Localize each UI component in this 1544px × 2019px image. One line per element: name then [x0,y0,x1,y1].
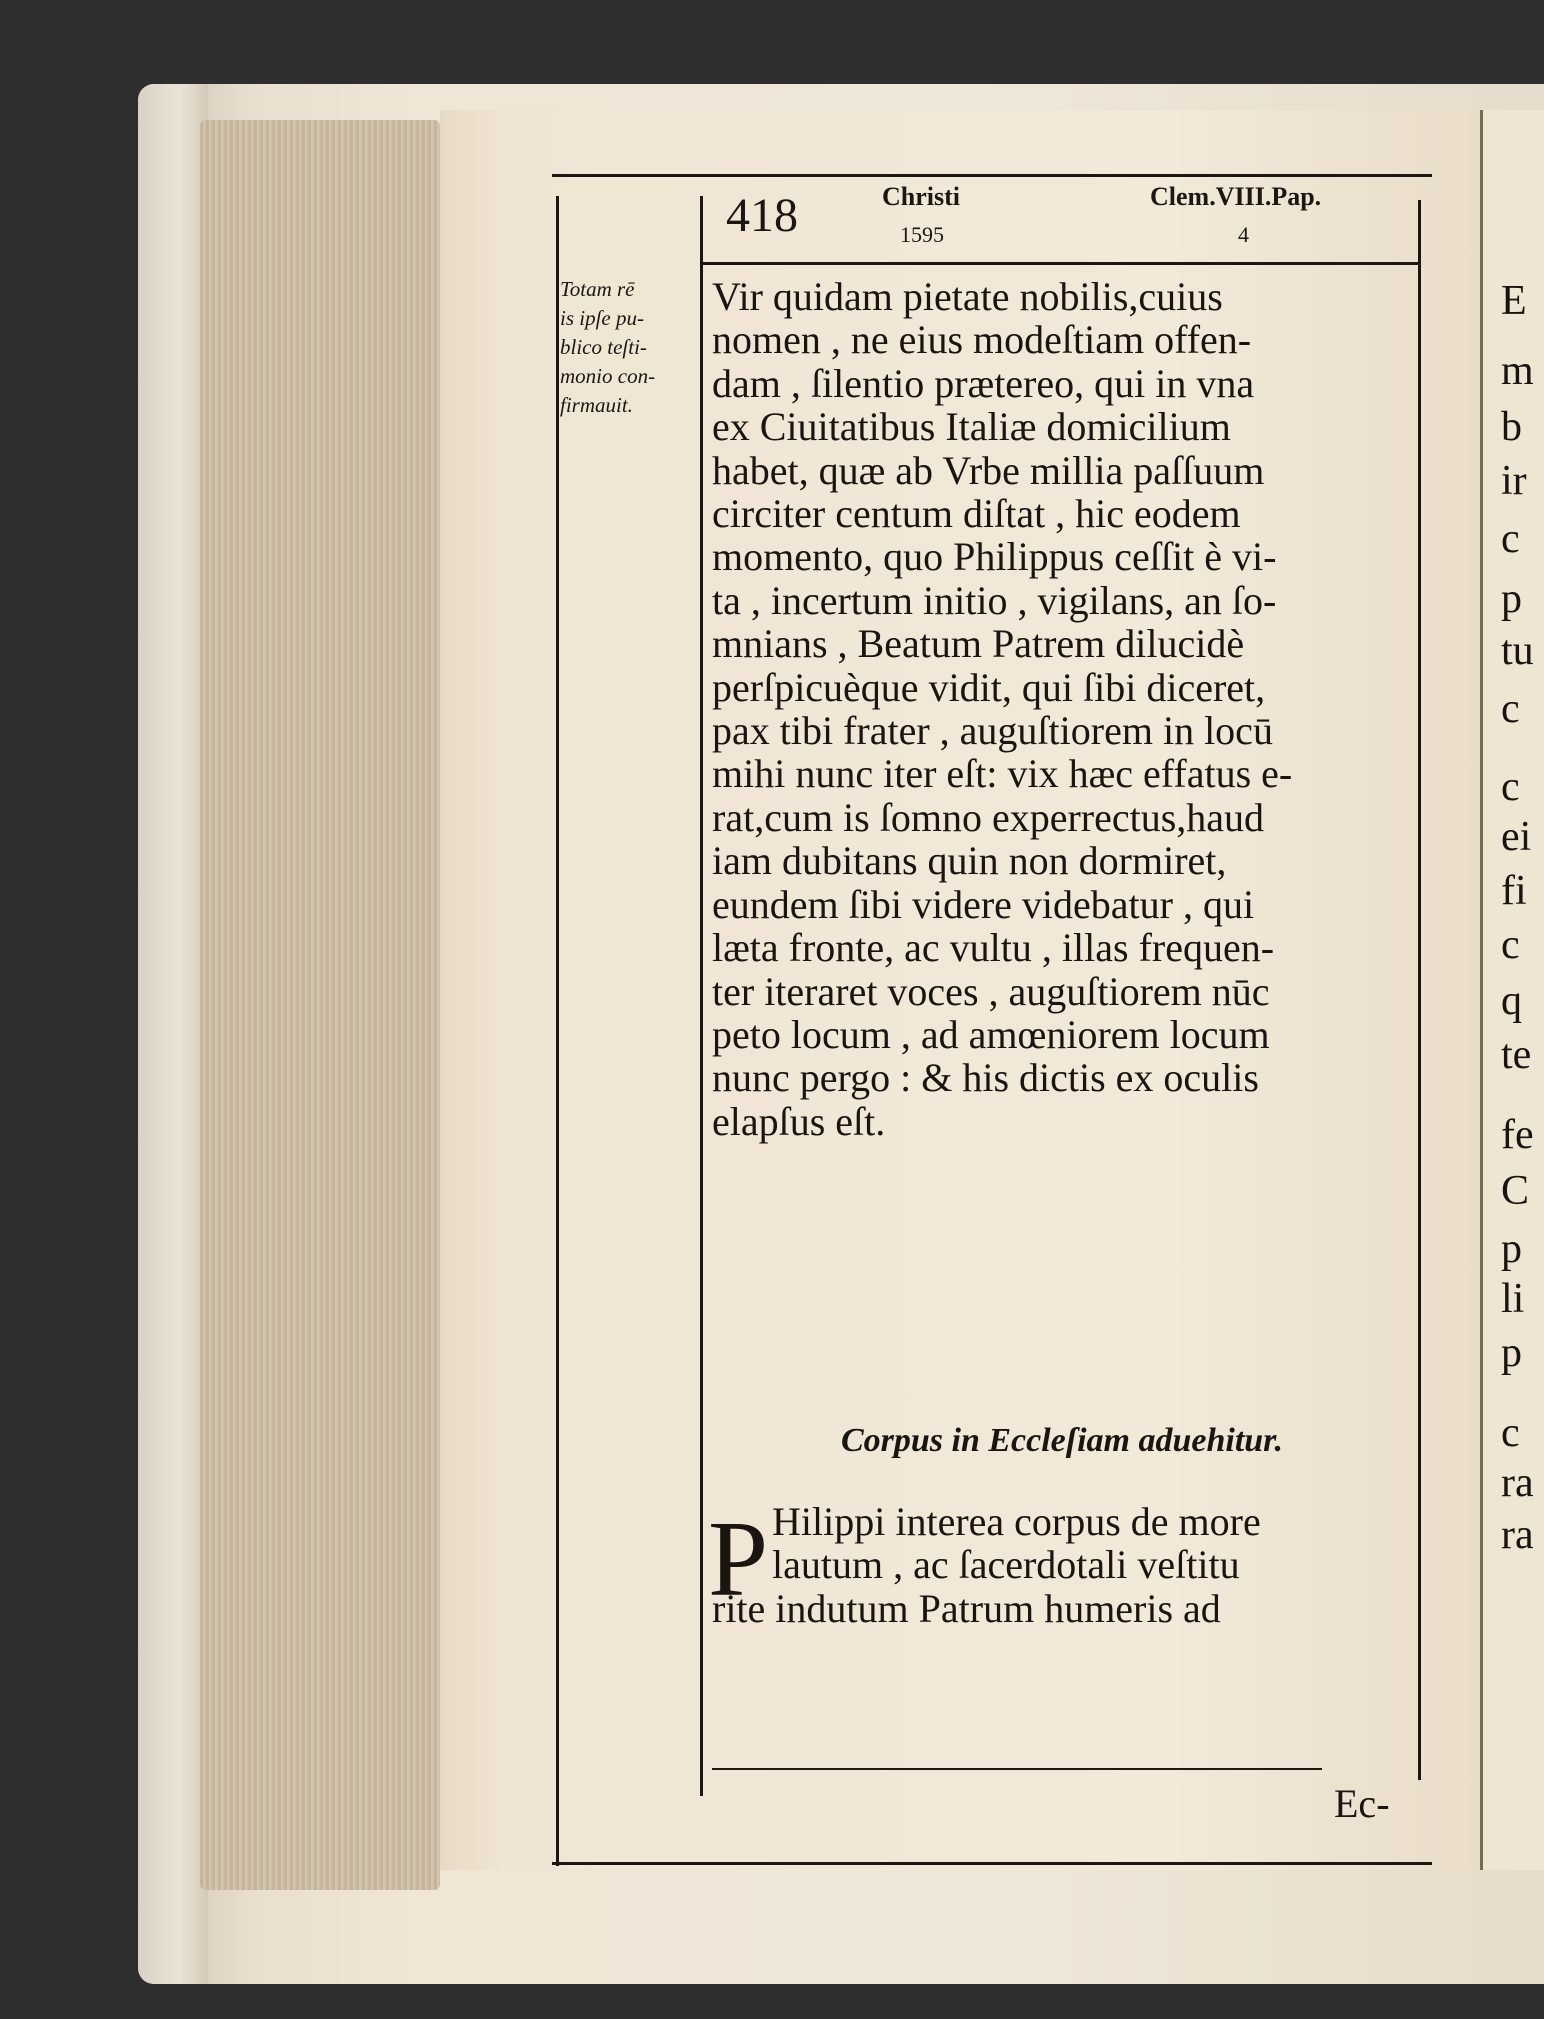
margin-line: Totam rē [560,277,635,301]
facing-page [1480,110,1544,1870]
bottom-rule [552,1862,1432,1865]
facing-page-letter: ra [1501,1512,1534,1558]
drop-cap-initial: P [708,1500,769,1619]
facing-page-letter: q [1501,978,1522,1024]
header-christi: Christi [882,182,960,211]
text-line: perſpicuèque vidit, qui ſibi diceret, [712,664,1266,710]
right-frame-rule [1418,200,1421,1780]
facing-page-letter: fe [1501,1112,1534,1158]
facing-page-letter: p [1501,1226,1522,1272]
header-underline [700,262,1420,265]
text-line: rat,cum is ſomno experrectus,haud [712,794,1265,840]
text-line: ta , incertum initio , vigilans, an ſo- [712,577,1277,623]
facing-page-letter: p [1501,576,1522,622]
facing-page-letter: c [1501,516,1520,562]
text-line: nomen , ne eius modeſtiam offen- [712,317,1252,363]
top-rule [552,174,1432,177]
facing-page-letter: m [1501,348,1534,394]
text-line: elapſus eſt. [712,1098,886,1144]
facing-page-letter: te [1501,1032,1532,1078]
facing-page-letter: c [1501,686,1520,732]
header-pope: Clem.VIII.Pap. [1150,182,1322,211]
text-line: rite indutum Patrum humeris ad [712,1585,1221,1631]
text-line: pax tibi frater , auguſtiorem in locū [712,708,1273,754]
facing-page-letter: ra [1501,1460,1534,1506]
text-line: iam dubitans quin non dormiret, [712,838,1227,884]
text-line: mihi nunc iter eſt: vix hæc effatus e- [712,751,1293,797]
text-line: læta fronte, ac vultu , illas frequen- [712,925,1275,971]
facing-page-letter: c [1501,1410,1520,1456]
text-line: circiter centum diſtat , hic eodem [712,491,1241,537]
facing-page-letter: C [1501,1168,1530,1214]
catchword: Ec- [1334,1781,1390,1826]
facing-page-letter: c [1501,922,1520,968]
text-line: dam , ſilentio prætereo, qui in vna [712,360,1255,406]
text-line: nunc pergo : & his dictis ex oculis [712,1055,1259,1101]
facing-page-letter: b [1501,404,1522,450]
facing-page-letter: ir [1501,458,1527,504]
text-line: eundem ſibi videre videbatur , qui [712,881,1255,927]
facing-page-letter: ei [1501,814,1532,860]
margin-line: blico teſti- [560,335,647,359]
section-subheading: Corpus in Eccleſiam aduehitur. [840,1422,1284,1459]
second-paragraph [712,1500,1412,1630]
page-number: 418 [726,189,798,242]
margin-line: firmauit. [560,393,633,417]
column-rule [700,196,703,1796]
text-line: lautum , ac ſacerdotali veſtitu [772,1542,1240,1588]
facing-page-letter: c [1501,764,1520,810]
text-line: peto locum , ad amœniorem locum [712,1011,1270,1057]
facing-page-letter: fi [1501,868,1527,914]
text-line: Hilippi interea corpus de more [772,1499,1261,1544]
facing-page-letter: p [1501,1330,1522,1376]
margin-line: monio con- [560,364,656,388]
text-line: ter iteraret voces , auguſtiorem nūc [712,968,1270,1014]
main-paragraph [712,275,1412,1143]
text-line: habet, quæ ab Vrbe millia paſſuum [712,447,1265,493]
text-line: ex Ciuitatibus Italiæ domicilium [712,404,1231,450]
cover-edge [138,84,208,1984]
text-line: mnians , Beatum Patrem dilucidè [712,621,1245,667]
page-edges [200,120,440,1890]
margin-note [560,275,690,420]
catchword-rule [712,1768,1322,1770]
facing-page-letter: li [1501,1276,1525,1322]
margin-line: is ipſe pu- [560,306,644,330]
text-line: Vir quidam pietate nobilis,cuius [712,274,1223,319]
facing-page-letter: E [1501,278,1527,324]
left-frame-rule [556,196,559,1866]
header-year: 1595 [900,222,944,247]
facing-page-letter: tu [1501,628,1534,674]
text-line: momento, quo Philippus ceſſit è vi- [712,534,1277,580]
header-pontificate-year: 4 [1238,222,1249,247]
